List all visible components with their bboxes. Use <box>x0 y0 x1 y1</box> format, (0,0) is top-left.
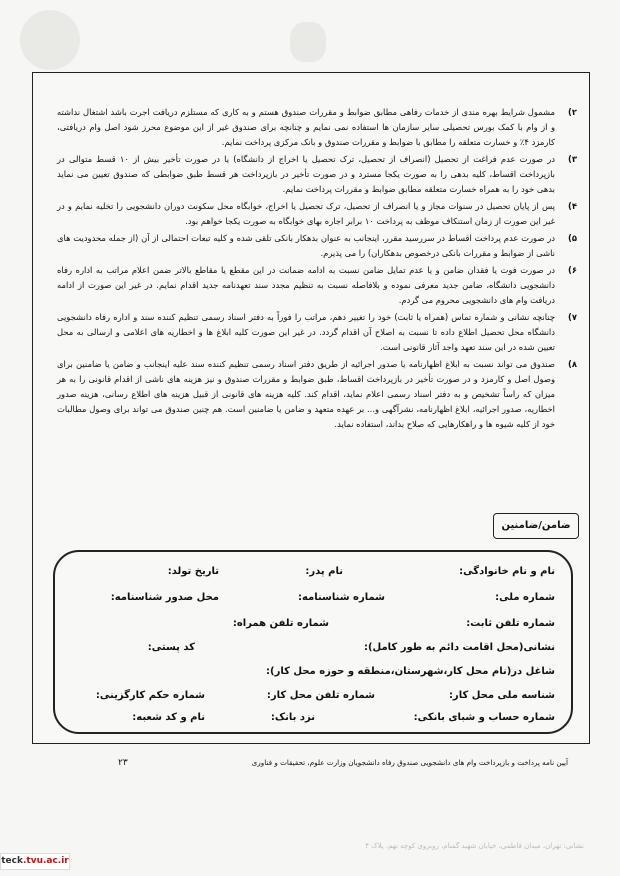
list-item: ۶) در صورت فوت یا فقدان ضامن و یا عدم تمایل ضامن نسبت به ادامه ضمانت در این مقطع یا مقاطع بالاتر ضمن اعلام مراتب به اداره رفاه دانشجویی دانشگاه، ضامن جدید معرفی نموده و بلافاصله نسبت به تنظیم مجدد سند تعهدنامه جدید اقدام نمایم. در غیر این صورت از ادامه دریافت وام های دانشجویی محروم می گردم. <box>57 265 577 305</box>
form-row <box>75 690 555 708</box>
form-row <box>75 712 555 730</box>
field-id-number: شماره شناسنامه: <box>297 592 385 603</box>
form-row <box>75 592 555 610</box>
field-address: نشانی(محل اقامت دائم به طور کامل): <box>363 642 555 653</box>
field-branch: نام و کد شعبه: <box>132 712 205 723</box>
page-number: ۲۳ <box>118 758 128 768</box>
form-row <box>75 618 555 636</box>
footer-text: آیین نامه پرداخت و بازپرداخت وام های دانشجویی صندوق رفاه دانشجویان وزارت علوم، تحقیقات و فناوری <box>251 758 568 767</box>
field-birth: تاریخ تولد: <box>167 566 219 577</box>
watermark-address: نشانی: تهران، میدان فاطمی، خیابان شهید گمنام، روبروی کوچه نهم، پلاک ۴ <box>365 842 584 850</box>
form-row <box>75 666 555 684</box>
field-postal: کد پستی: <box>147 642 195 653</box>
field-national-id: شماره ملی: <box>495 592 555 603</box>
field-id-place: محل صدور شناسنامه: <box>110 592 219 603</box>
site-logo: teck.tvu.ac.ir <box>0 853 70 870</box>
list-item: ۸) صندوق می تواند نسبت به ابلاغ اظهارنامه یا صدور اجرائیه از طریق دفتر اسناد رسمی تنظیم کننده سند علیه اینجانب و ضامن یا ضامنین برای وصول اصل و کارمزد و در صورت تأخیر در بازپرداخت اقساط، طبق ضوابط و مقررات صندوق و نیز هزینه های ناشی از اقدام قانونی را به هر میزان که راساً تشخیص و به دفتر اسناد رسمی اعلام نماید، اقدام کند. کلیه هزینه های قانونی از قبیل هزینه های اطلاع رسانی، هزینه صدور اخطاریه، صدور اجرائیه، ابلاغ اظهارنامه، نشرآگهی و... بر عهده متعهد و ضامن یا ضامنین است. هم چنین صندوق می تواند برای وصول مطالبات خود از کلیه شیوه ها و راهکارهایی که صلاح بداند، استفاده نماید. <box>57 359 577 429</box>
list-item: ۷) چنانچه نشانی و شماره تماس (همراه یا ثابت) خود را تغییر دهم، مراتب را فوراً به دفتر اسناد رسمی تنظیم کننده سند و اداره رفاه دانشجویی دانشگاه محل تحصیل اطلاع داده تا نسبت به اصلاح آن اقدام گردد. در غیر این صورت کلیه ابلاغ ها و اخطاریه های اعلامی و ارسالی به محل تعیین شده در این سند تعهد واجد آثار قانونی است. <box>57 312 577 352</box>
guarantor-form <box>53 550 573 734</box>
field-landline: شماره تلفن ثابت: <box>466 618 555 629</box>
list-item: ۳) در صورت عدم فراغت از تحصیل (انصراف از تحصیل، ترک تحصیل یا اخراج از دانشگاه) یا در صورت تأخیر بیش از ۱۰ قسط متوالی در بازپرداخت اقساط، کلیه بدهی را به صورت یکجا مسترد و در صورت تأخیر در بازپرداخت هر قسط طبق ضوابطی که صندوق تعیین می نماید بدهی خود را به همراه خسارت متعلقه مطابق ضوابط و مقررات پرداخت نمایم. <box>57 154 577 194</box>
form-row <box>75 642 555 660</box>
guarantor-title: ضامن/ضامنین <box>493 513 579 539</box>
watermark-circle <box>20 10 80 70</box>
list-item: ۵) در صورت عدم پرداخت اقساط در سررسید مقرر، اینجانب به عنوان بدهکار بانکی تلقی شده و کلیه تبعات احتمالی از آن (از جمله محدودیت های ناشی از ضوابط و مقررات بانکی درخصوص بدهکاران) را می پذیرم. <box>57 233 577 258</box>
field-name: نام و نام خانوادگی: <box>459 566 555 577</box>
field-account: شماره حساب و شبای بانکی: <box>413 712 555 723</box>
form-row <box>75 566 555 584</box>
field-mobile: شماره تلفن همراه: <box>232 618 329 629</box>
field-work-place: شاغل در(نام محل کار،شهرستان،منطقه و حوزه محل کار): <box>266 666 555 677</box>
field-bank: نزد بانک: <box>270 712 315 723</box>
commitment-list <box>57 105 577 434</box>
document-frame <box>32 72 590 744</box>
field-father: نام پدر: <box>305 566 343 577</box>
list-item: ۲) مشمول شرایط بهره مندی از خدمات رفاهی مطابق ضوابط و مقررات صندوق هستم و به کاری که مستلزم دریافت اجرت باشد اشتغال نداشته و از وام با کمک بورس تحصیلی سایر سازمان ها استفاده نمی نمایم و چنانچه برای صندوق غیر از این موضوع محرز شود اصل وام دریافتی، کارمزد ۴٪ و خسارت متعلقه را مطابق با ضوابط و مقررات صندوق و بانک مرکزی پرداخت نمایم. <box>57 107 577 147</box>
field-employ-no: شماره حکم کارگزینی: <box>95 690 205 701</box>
list-item: ۴) پس از پایان تحصیل در سنوات مجاز و یا انصراف از تحصیل، ترک تحصیل یا اخراج، خوابگاه محل سکونت دوران دانشجویی را تخلیه نمایم و در غیر این صورت از زمان استنکاف موظف به پرداخت ۱۰ برابر اجاره بهای خوابگاه به صورت یکجا خواهم بود. <box>57 201 577 226</box>
watermark-emblem <box>290 22 326 62</box>
field-work-phone: شماره تلفن محل کار: <box>266 690 375 701</box>
field-work-nid: شناسه ملی محل کار: <box>448 690 555 701</box>
